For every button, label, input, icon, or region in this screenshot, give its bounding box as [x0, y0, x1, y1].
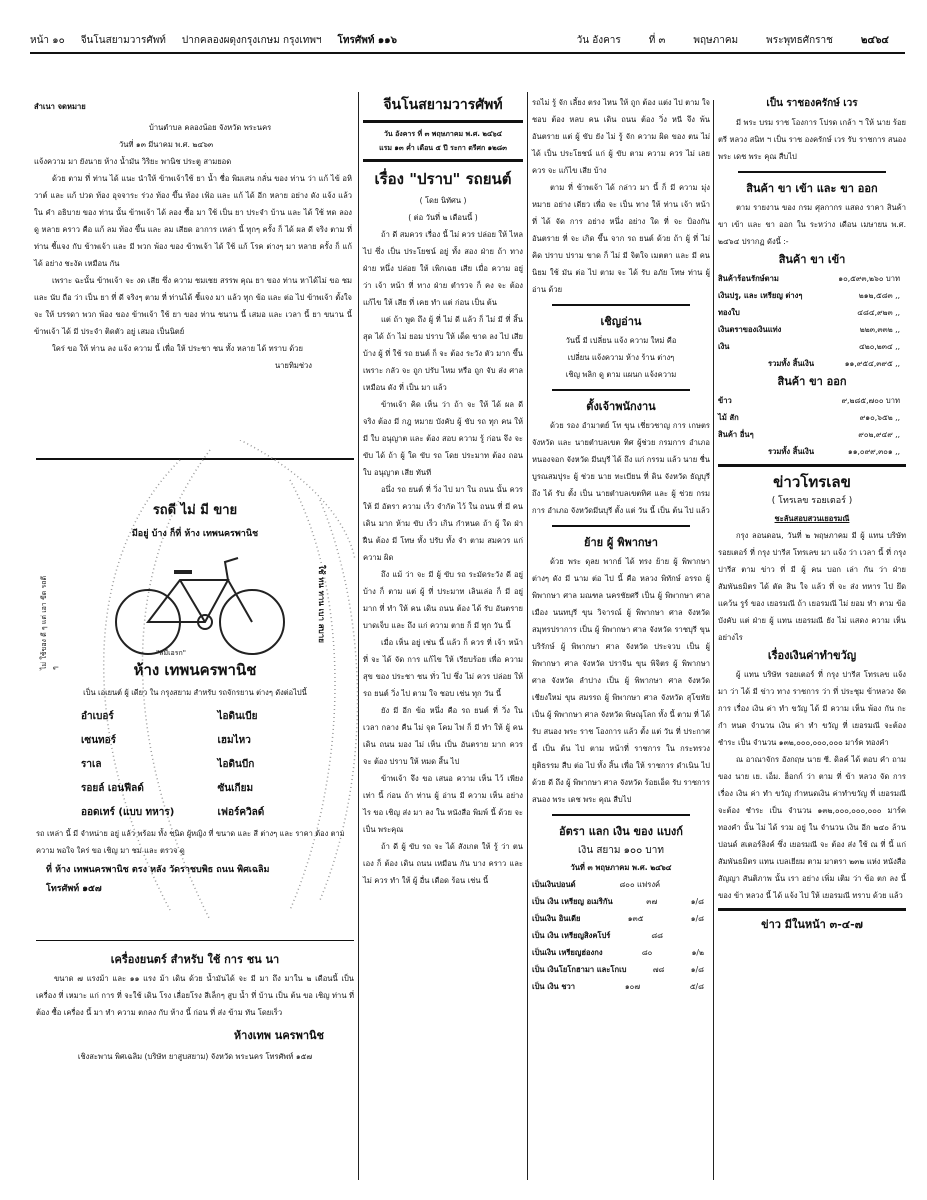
bike-ad-subhead: มีอยู่ บ้าง ก็ที่ ห้าง เทพนครพานิช	[131, 529, 259, 539]
section-divider	[718, 464, 906, 467]
bike-model: เฟอร์ควิลด์	[217, 807, 265, 818]
era: พระพุทธศักราช	[766, 34, 833, 46]
letter-paragraph: ด้วย ตาม ที่ ท่าน ได้ แนะ นำให้ ข้าพเจ้าใช้ ยา น้ำ ชื่อ พิมเสน กลั่น ของ ท่าน ว่า แก้ ไข้ อหิวาต์ และ แก้ ปวด ท้อง อุจจาระ ร่วง ท้อง ขึ้น ท้อง เฟ้อ และ แก้ ได้ อีก หลาย อย่าง ดัง แจ้ง แล้ว ใน คำ อธิบาย ของ ท่าน นั้น ข้าพเจ้า ได้ ลอง ซื้อ มา ใช้ เป็น ยา ประจำ บ้าน และ ได้ ใช้ ทด ลอง ดู หลาย คราว คือ แก้ ลม ท้อง ขึ้น และ ลม เสียด อาการ เหล่า นี้ ทุกๆ ครั้ง ก็ ได้ ผล ดี จริง ตาม ที่ ท่าน ชี้แจง กับ ข้าพเจ้า และ มี พวก พ้อง ของ ข้าพเจ้า ได้ ใช้ แก้ โรค ต่างๆ มา หลาย ครั้ง ก็ แก้ ได้ อย่าง ชะงัด เหมือน กัน	[34, 174, 352, 268]
cell-value: ๘๐๐ แฟรงค์	[619, 880, 661, 889]
bike-model: ไอดินเบีย	[217, 711, 258, 722]
cell-label: เป็น เงิน เหรียญสิงคโปร์	[532, 931, 611, 940]
cell-rate: ๑/๒	[691, 948, 704, 957]
table-row	[532, 876, 710, 893]
exports-title: สินค้า ขา ออก	[777, 375, 847, 388]
bike-ad-phone: โทรศัพท์ ๑๕๗	[46, 884, 102, 894]
imports-title: สินค้า ขา เข้า	[778, 253, 846, 266]
paper-address: ปากคลองผดุงกรุงเกษม กรุงเทพฯ	[181, 34, 322, 46]
issue-date	[577, 33, 905, 48]
table-row	[718, 287, 906, 304]
cell-value: ๑๓๕	[627, 914, 644, 923]
page-number: หน้า ๑๐	[30, 34, 65, 46]
bike-trademark: "สมีเอรก"	[156, 649, 186, 657]
exports-total	[718, 443, 906, 460]
masthead-lunar: แรม ๑๓ ค่ำ เดือน ๕ ปี ระกา ตรีศก ๑๒๘๓	[379, 144, 507, 152]
letter-date: วันที่ ๑๓ มีนาคม พ.ศ. ๒๔๖๓	[119, 140, 214, 149]
notice-line: เชิญ พลิก ดู ตาม แผนก แจ้งความ	[565, 370, 677, 379]
cell-label: สินค้าร้อนรักษ์ตาม	[718, 274, 779, 283]
cell-label: เงินตราของเงินแท่ง	[718, 325, 782, 334]
cell-rate: ๑/๘	[690, 914, 704, 923]
total-value: ๑๑,๐๙๙,๓๐๑ ,,	[847, 447, 900, 456]
cell-value: ๒๑๒,๕๘๓ ,,	[858, 291, 900, 300]
bike-ad	[36, 500, 354, 540]
bike-ad-text: รถ เหล่า นี้ มี จำหน่าย อยู่ แล้ว พร้อม ทั้ง ชนิด ผู้หญิง ที่ ขนาด และ สี ต่างๆ และ ราคา ต้อง ตาม ความ พอใจ ใคร่ ขอ เชิญ มา ชม และ ตรวจ ดู	[36, 829, 345, 855]
cell-value: ๑๐๗	[624, 982, 641, 991]
cell-label: ไม้ สัก	[718, 413, 739, 422]
section-divider	[552, 389, 690, 391]
engine-ad	[36, 950, 354, 1065]
cell-value: ๙๐๒,๙๔๙ ,,	[858, 430, 900, 439]
bike-model: เซนทอร์	[81, 735, 117, 746]
cell-value: ๑๐,๕๙๓,๒๖๐ บาท	[838, 274, 900, 283]
engine-ad-store: ห้างเทพ นครพานิช	[233, 1029, 324, 1042]
appointment-text: ด้วย รอง อำมาตย์ โท ขุน เชี่ยวชาญ การ เกษตร จังหวัด และ นายตำบลเขต ทิศ ผู้ช่วย กรมการ อำเภอหนองจอก จังหวัด มีนบุรี ได้ ถึง แก่ กรรม แล้ว นาย ชื่น บูรณสมปุระ ผู้ ช่วย นาย ทะเบียน ที่ ดิน จังหวัด ธัญบุรี ถึง ได้ รับ ตั้ง เป็น นายตำบลเขตทิศ และ ผู้ ช่วย กรมการ อำเภอ จังหวัดมีนบุรี ตั้ง แต่ วัน นี้ เป็น ต้น ไป แล้ว	[532, 421, 710, 515]
cell-value: ๔๘๔,๙๒๓ ,,	[857, 308, 900, 317]
story-paragraph: ยัง มี อีก ข้อ หนึ่ง คือ รถ ยนต์ ที่ วิ่ง ใน เวลา กลาง คืน ไม่ จุด โคม ไฟ ก็ มี ทำ ให้ ผู้ คน เดิน ถนน มอง ไม่ เห็น เป็น อันตราย มาก ควร จะ ต้อง ปราบ ให้ หมด สิ้น ไป	[363, 706, 523, 766]
story-continuation: รถไม่ รู้ จัก เลี้ยง ตรง ไหน ให้ ถูก ต้อง แต่ง ไป ตาม ใจ ชอบ ต้อง หลบ คน เดิน ถนน ต้อง วิ่ง หนี จึง พ้น อันตราย แต่ ผู้ ขับ ยัง ไม่ รู้ จัก ความ ผิด ของ ตน ไม่ ได้ เป็น ประโยชน์ แก่ ผู้ ขับ ตาม ความ ควร ไม่ เลย ควร จะ แก้ไข เสีย บ้าง	[532, 98, 710, 175]
cell-value: ๘๘	[651, 931, 664, 940]
bike-ad-side-left: ไม่ ใช้ของ ดี ๆ แต่ เอา ขีด รถดี ๆ	[40, 575, 59, 670]
table-row	[718, 392, 906, 409]
table-row	[532, 944, 710, 961]
day: ที่ ๓	[648, 34, 666, 46]
cell-label: เป็น เงิน ชวา	[532, 982, 576, 991]
section-divider	[718, 908, 906, 911]
cell-label: ทองใบ	[718, 308, 740, 317]
aide-text: มี พระ บรม ราช โองการ โปรด เกล้า ฯ ให้ นาย ร้อย ตรี หลวง สนิท ฯ เป็น ราช องครักษ์ เวร รับ ราชการ สนอง พระ เดช พระ คุณ สืบไป	[718, 118, 906, 161]
bike-ad-side-right: ใช้ ทน ทาน เบา สบาย	[317, 565, 326, 643]
bike-ad-headline: รถดี ไม่ มี ขาย	[152, 503, 238, 518]
masthead-rule	[363, 120, 523, 123]
cell-rate: ๑/๘	[690, 965, 704, 974]
cell-label: ข้าว	[718, 396, 732, 405]
weekday: วัน อังคาร	[576, 34, 621, 46]
masthead-title: จีนโนสยามวารศัพท์	[383, 97, 503, 113]
ad-divider	[36, 940, 354, 941]
cell-label: เป็นเงินปอนด์	[532, 880, 576, 889]
bike-models	[36, 705, 354, 825]
story-paragraph: ข้าพเจ้า จึง ขอ เสนอ ความ เห็น ไว้ เพียง เท่า นี้ ก่อน ถ้า ท่าน ผู้ อ่าน มี ความ เห็น อย่าง ไร ขอ เชิญ ส่ง มา ลง ใน หนังสือ พิมพ์ นี้ ด้วย จะ เป็น พระคุณ	[363, 774, 523, 834]
cell-label: เป็นเงิน อินเดีย	[532, 914, 581, 923]
letter-from: บ้านตำบล คลองน้อย จังหวัด พระนคร	[149, 123, 272, 132]
table-row	[718, 426, 906, 443]
bike-model: ราเล	[81, 759, 102, 770]
year: ๒๔๖๔	[860, 34, 889, 46]
table-row	[532, 978, 710, 995]
bike-model: ออดเทร์ (แบบ ทหาร)	[81, 807, 175, 818]
cell-rate: ๕/๘	[689, 982, 704, 991]
notice-title: เชิญอ่าน	[600, 315, 642, 328]
page-reference: ข่าว มีในหน้า ๓-๔-๗	[761, 918, 863, 931]
total-label: รวมทั้ง สิ้นเงิน	[768, 447, 815, 456]
total-value: ๑๑,๙๕๔,๓๙๕ ,,	[844, 359, 900, 368]
story-paragraph: ถ้า ดี สมควร เรื่อง นี้ ไม่ ควร ปล่อย ให้ ไหล ไป ซึ่ง เป็น ประโยชน์ อยู่ ทั้ง สอง ฝ่าย ถ้า ทาง ฝ่าย หนึ่ง ปล่อย ให้ เพิกเฉย เสีย เมื่อ ความ อยู่ ว่า เจ้า หน้า ที่ ทาง ฝ่าย ตำรวจ ก็ คง จะ ต้อง แก้ไข ให้ เสีย ที่ เคย ทำ แต่ ก่อน เป็น ต้น	[363, 230, 523, 307]
story-paragraph: เมื่อ เห็น อยู่ เช่น นี้ แล้ว ก็ ควร ที่ เจ้า หน้า ที่ จะ ได้ จัด การ แก้ไข ให้ เรียบร้อย เพื่อ ความ สุข ของ ประชา ชน ทั่ว ไป ซึ่ง ไม่ ควร ปล่อย ให้ รถ ยนต์ วิ่ง ไป ตาม ใจ ชอบ เช่น ทุก วัน นี้	[363, 638, 523, 698]
table-row	[532, 893, 710, 910]
letter-paragraph: เพราะ ฉะนั้น ข้าพเจ้า จะ งด เสีย ซึ่ง ความ ชมเชย สรรพ คุณ ยา ของ ท่าน หาได้ไม่ ขอ ชม และ นับ ถือ ว่า เป็น ยา ที่ ดี จริงๆ ตาม ที่ ท่านได้ ชี้แจง มา แล้ว ทุก ข้อ และ ต่อ ไป ข้าพเจ้า ตั้งใจ จะ ให้ บรรดา พวก พ้อง ของ ข้าพเจ้า ใช้ ยา ของ ท่าน ชนาน นี้ เสมอ และ เวลา นี้ ยา ขนาน นี้ ข้าพเจ้า ได้ มี ประจำ ติดตัว อยู่ เสมอ เป็นนิตย์	[34, 276, 352, 336]
cell-label: สินค้า อื่นๆ	[718, 430, 754, 439]
notice-line: เปลี่ยน แจ้งความ ห้าง ร้าน ต่างๆ	[567, 353, 675, 362]
exports-table	[718, 392, 906, 443]
bike-model: ซันเกียม	[217, 783, 254, 794]
judge-transfer-title: ย้าย ผู้ พิพากษา	[584, 536, 658, 549]
appointment-title: ตั้งเจ้าพนักงาน	[586, 400, 656, 413]
month: พฤษภาคม	[693, 34, 739, 46]
cell-value: ๓๗	[646, 897, 658, 906]
letter-paragraph: ใคร่ ขอ ให้ ท่าน ลง แจ้ง ความ นี้ เพื่อ ให้ ประชา ชน ทั้ง หลาย ได้ ทราบ ด้วย	[52, 344, 303, 353]
table-row	[718, 304, 906, 321]
cell-value: ๙๑๐,๖๕๒ ,,	[859, 413, 900, 422]
telegram-source: ( โทรเลข รอยเตอร์ )	[771, 496, 853, 506]
bike-model: อำเบอร์	[81, 711, 114, 722]
trade-title: สินค้า ขา เข้า และ ขา ออก	[746, 182, 878, 195]
exchange-table	[532, 876, 710, 995]
indemnity-title: เรื่องเงินค่าทำขวัญ	[767, 649, 857, 662]
cell-value: ๗๘	[652, 965, 665, 974]
section-divider	[552, 814, 690, 816]
bicycle-icon	[110, 550, 290, 660]
cell-value: ๘๐	[641, 948, 653, 957]
cell-value: ๔๒๐,๒๓๔ ,,	[859, 342, 900, 351]
total-label: รวมทั้ง สิ้นเงิน	[768, 359, 815, 368]
story-title: เรื่อง "ปราบ" รถยนต์	[374, 170, 512, 188]
masthead-date: วัน อังคาร ที่ ๓ พฤษภาคม พ.ศ. ๒๔๖๔	[383, 130, 503, 138]
cell-label: เงิน	[718, 342, 730, 351]
column-divider	[527, 92, 528, 1180]
bike-model: รอยล์ เอนฟีลด์	[81, 783, 144, 794]
masthead-rule	[363, 159, 523, 162]
letter-signature: นายทิมช่วง	[274, 361, 312, 370]
story-continued: ( ต่อ วันที่ ๒ เดือนนี้ )	[408, 213, 478, 222]
notice-line: วันนี้ มี เปลี่ยน แจ้ง ความ ใหม่ คือ	[565, 336, 677, 345]
engine-ad-address: เชิงสะพาน พิศเฉลิม (บริษัท ยาสูบสยาม) จังหวัด พระนคร โทรศัพท์ ๑๕๗	[77, 1052, 313, 1061]
table-row	[718, 321, 906, 338]
imports-table	[718, 270, 906, 355]
cell-label: เงินปรู, และ เหรียญ ต่างๆ	[718, 291, 803, 300]
bike-store-name: ห้าง เทพนครพานิช	[133, 661, 257, 679]
judge-transfer-text: ด้วย พระ ดุลย พากย์ ได้ ทรง ย้าย ผู้ พิพากษา ต่างๆ ดัง มี นาม ต่อ ไป นี้ คือ หลวง พิทักษ์ อรรถ ผู้ พิพากษา ศาล มณฑล นครชัยศรี เป็น ผู้ พิพากษา ศาล เมือง นนทบุรี ขุน วิจารณ์ ผู้ พิพากษา ศาล จังหวัด สมุทรปราการ เป็น ผู้ พิพากษา ศาล จังหวัด ราชบุรี ขุน บริรักษ์ ผู้ พิพากษา ศาล จังหวัด ประจวบ เป็น ผู้ พิพากษา ศาล จังหวัด ปราจีน ขุน พิจิตร ผู้ พิพากษา ศาล จังหวัด ลำปาง เป็น ผู้ พิพากษา ศาล จังหวัด เชียงใหม่ ขุน สมรรถ ผู้ พิพากษา ศาล จังหวัด สุโขทัย เป็น ผู้ พิพากษา ศาล จังหวัด พิษณุโลก ทั้ง นี้ ตาม ที่ ได้ รับ สนอง พระ ราช โองการ แล้ว ตั้ง แต่ วัน ที่ ประกาศ นี้ เป็น ต้น ไป ตาม หน้าที่ ราชการ ใน กระทรวง ยุติธรรม สืบ ต่อ ไป ทั้ง สิ้น เพื่อ ให้ ราชการ ดำเนิน ไป ด้วย ดี ถึง ผู้ พิพากษา ศาล จังหวัด ร้อยเอ็ด รับ ราชการ สนอง พระ เดช พระ คุณ สืบไป	[532, 557, 710, 804]
letter-paragraph: แจ้งความ มา ยังนาย ห้าง น้ำมัน วิริยะ พานิช ประตู สามยอด	[34, 157, 232, 166]
cell-label: เป็น เงิน เหรียญ อเมริกัน	[532, 897, 613, 906]
cell-value: ๙,๒๘๕,๗๐๐ บาท	[841, 396, 900, 405]
section-divider	[552, 525, 690, 527]
story-paragraph: แต่ ถ้า พูด ถึง ผู้ ที่ ไม่ ดี แล้ว ก็ ไม่ มี ที่ สิ้น สุด ได้ ถ้า ไม่ ยอม ปราบ ให้ เด็ด ขาด ลง ไป เสีย บ้าง ผู้ ที่ ใช้ รถ ยนต์ ก็ จะ ต้อง ระวัง ตัว มาก ขึ้น เพราะ กลัว จะ ถูก ปรับ ไหม หรือ ถูก จับ ส่ง ศาล เหมือน ดัง ที่ เป็น มา แล้ว	[363, 315, 523, 392]
exchange-date: วันที่ ๓ พฤษภาคม พ.ศ. ๒๔๖๔	[570, 863, 672, 872]
indemnity-text: ณ อาณาจักร อังกฤษ นาย ซี. ดิลค์ ได้ ตอบ คำ ถาม ของ นาย เย. เอ็ม. ฮ็อกก์ ว่า ตาม ที่ ข้า หลวง จัด การ เรื่อง เงิน ค่า ทำ ขวัญ กำหนดเงิน ค่าทำขวัญ ที่ เยอรมณี จะต้อง ชำระ เป็น จำนวน ๑๓๒,๐๐๐,๐๐๐,๐๐๐ มาร์ค ทองคำ นั้น ไม่ ได้ รวม อยู่ ใน จำนวน เงิน อีก ๒๔๐ ล้าน ปอนด์ สเตอร์ลิงค์ ซึ่ง เยอรมณี จะ ต้อง ส่ง ใช้ ณ ที่ นี้ แก่ สัมพันธมิตร แทน เบลเยียม ตาม มาตรา ๒๓๒ แห่ง หนังสือ สัญญา สันติภาพ นั้น เรา อย่าง เพิ่ม เติม ว่า ข้อ ตก ลง นี้ ของ ข้า หลวง นี้ ได้ แจ้ง ไป ให้ เยอรมณี ทราบ ด้วย แล้ว	[718, 755, 906, 900]
letter-salutation: สำเนา จดหมาย	[34, 102, 86, 111]
story-paragraph: อนึ่ง รถ ยนต์ ที่ วิ่ง ไป มา ใน ถนน นั้น ควร ให้ มี อัตรา ความ เร็ว จำกัด ไว้ ใน ถนน ที่ มี คน เดิน มาก ห้าม ขับ เร็ว เกิน กำหนด ถ้า ผู้ ใด ฝ่า ฝืน ต้อง มี โทษ ทั้ง ปรับ ทั้ง จำ ตาม สมควร แก่ ความ ผิด	[363, 485, 523, 562]
story-continuation: ตาม ที่ ข้าพเจ้า ได้ กล่าว มา นี้ ก็ มี ความ มุ่ง หมาย อย่าง เดียว เพื่อ จะ เป็น ทาง ให้ ท่าน เจ้า หน้า ที่ ได้ จัด การ อย่าง หนึ่ง อย่าง ใด ที่ จะ ป้องกัน อันตราย ที่ จะ เกิด ขึ้น จาก รถ ยนต์ ด้วย ถ้า ผู้ ที่ ไม่ คิด ปราบ ปราม ขาด ก็ ไม่ มี จิตใจ เมตตา และ มี คน นิยม ใช้ มัน ต่อ ไป ตาม จะ ได้ รับ อภัย โทษ ท่าน ผู้ อ่าน ด้วย	[532, 183, 710, 294]
imports-total	[718, 355, 906, 372]
exchange-base: เงิน สยาม ๑๐๐ บาท	[578, 845, 664, 856]
bike-model: เฮมไหว	[217, 735, 251, 746]
paper-name: จีนโนสยามวารศัพท์	[80, 34, 166, 46]
story-paragraph: ถึง แม้ ว่า จะ มี ผู้ ขับ รถ ระมัดระวัง ดี อยู่ บ้าง ก็ ตาม แต่ ผู้ ที่ ประมาท เลินเล่อ ก็ มี อยู่ มาก ที่ ทำ ให้ คน เดิน ถนน ต้อง ได้ รับ อันตราย บาดเจ็บ และ ถึง แก่ ความ ตาย ก็ มี ทุก วัน นี้	[363, 570, 523, 630]
story-column	[363, 94, 523, 889]
telegram-text: กรุง ลอนดอน, วันที่ ๒ พฤษภาคม มี ผู้ แทน บริษัท รอยเตอร์ ที่ กรุง ปารีส โทรเลข มา แจ้ง ว่า เวลา นี้ ที่ กรุง ปารีส ตาม ข่าว ที่ มี ผู้ คน บอก เล่า กัน ว่า ฝ่าย สัมพันธมิตร ได้ ตัด สิน ใจ แล้ว ที่ จะ ส่ง ทหาร ไป ยึด แคว้น รูร์ ของ เยอรมณี ถ้า เยอรมณี ไม่ ยอม ทำ ตาม ข้อ บังคับ แต่ ฝ่าย ผู้ แทน เยอรมณี ยัง ไม่ แสดง ความ เห็น อย่างไร	[718, 531, 906, 642]
bike-ad-body	[36, 648, 354, 895]
table-row	[718, 338, 906, 355]
table-row	[532, 927, 710, 944]
bike-intro: เป็น เอเยนต์ ผู้ เดียว ใน กรุงสยาม สำหรับ รถจักรยาน ต่างๆ ดังต่อไปนี้	[83, 688, 307, 697]
story-author: ( โดย นิทัศน )	[419, 196, 467, 205]
indemnity-text: ผู้ แทน บริษัท รอยเตอร์ ที่ กรุง ปารีส โทรเลข แจ้ง มา ว่า ได้ มี ข่าว ทาง ราชการ ว่า ที่ ประชุม ข้าหลวง จัด การ เรื่อง เงิน ค่า ทำ ขวัญ ได้ มี ความ เห็น พ้อง กัน กะ กำ หนด จำนวน เงิน ค่า ทำ ขวัญ ที่ เยอรมณี จะต้อง ชำระ เป็น จำนวน ๑๓๒,๐๐๐,๐๐๐,๐๐๐ มาร์ค ทองคำ	[718, 670, 906, 747]
engine-ad-text: ขนาด ๗ แรงม้า และ ๑๑ แรง ม้า เดิน ด้วย น้ำมันได้ จะ มี มา ถึง มาใน ๒ เดือนนี้ เป็น เครื่อง ที่ เหมาะ แก่ การ ที่ จะใช้ เดิน โรง เลื่อยโรง สีเล็กๆ สูบ น้ำ ที่ บ้าน เป็น ต้น ขอ เชิญ ท่าน ที่ ต้อง ซื้อ เครื่อง นี้ มา ทำ ความ ตกลง กับ ห้าง นี้ ก่อน ที่ ส่ง ข้าม ทัน โดยเร็ว	[36, 974, 354, 1017]
header-rule	[30, 52, 905, 54]
news-column-3	[532, 94, 710, 995]
letter-article	[34, 98, 352, 374]
table-row	[718, 270, 906, 287]
page-header	[30, 30, 905, 50]
cell-label: เป็น เงินโยโกฮามา และโกเบ	[532, 965, 627, 974]
table-row	[532, 910, 710, 927]
table-row	[718, 409, 906, 426]
story-paragraph: ข้าพเจ้า คิด เห็น ว่า ถ้า จะ ให้ ได้ ผล ดี จริง ต้อง มี กฎ หมาย บังคับ ผู้ ขับ รถ ทุก คน ให้ มี ใบ อนุญาต และ ต้อง สอบ ความ รู้ ก่อน จึง จะ ขับ ได้ ถ้า ผู้ ใด ขับ รถ โดย ประมาท ต้อง ถอน ใบ อนุญาต เสีย ทันที	[363, 400, 523, 477]
cell-label: เป็นเงิน เหรียญฮ่องกง	[532, 948, 603, 957]
exchange-title: อัตรา แลก เงิน ของ แบงก์	[559, 825, 683, 838]
cell-value: ๒๒๓,๓๓๒ ,,	[859, 325, 900, 334]
story-paragraph: ถ้า ดี ผู้ ขับ รถ จะ ได้ สังเกต ให้ รู้ ว่า ตน เอง ก็ ต้อง เดิน ถนน เหมือน กัน บาง คราว และ ไม่ ควร ทำ ให้ ผู้ อื่น เดือด ร้อน เช่น นี้	[363, 842, 523, 885]
trade-text: ตาม รายงาน ของ กรม ศุลกากร แสดง ราคา สินค้า ขา เข้า และ ขา ออก ใน ระหว่าง เดือน เมษายน พ.ศ. ๒๔๖๔ ปรากฏ ดังนี้ :-	[718, 203, 906, 246]
bike-model: ไอดินบีก	[217, 759, 255, 770]
engine-ad-headline: เครื่องยนตร์ สำหรับ ใช้ การ ชน นา	[110, 953, 280, 966]
section-divider	[738, 171, 886, 173]
news-column-4	[718, 94, 906, 935]
telegram-title: ข่าวโทรเลข	[773, 473, 851, 491]
cell-rate: ๑/๘	[690, 897, 704, 906]
aide-title: เป็น ราชองครักษ์ เวร	[766, 98, 858, 109]
column-divider	[713, 100, 714, 1180]
paper-phone: โทรศัพท์ ๑๑๖	[337, 34, 397, 46]
bike-ad-address: ที่ ห้าง เทพนครพานิช ตรง หลัง วัดราชบพิธ ถนน พิศเฉลิม	[46, 865, 270, 875]
section-divider	[552, 304, 690, 306]
telegram-subhead: ชะลันสอบสวนเยอรมณี	[774, 514, 850, 523]
table-row	[532, 961, 710, 978]
